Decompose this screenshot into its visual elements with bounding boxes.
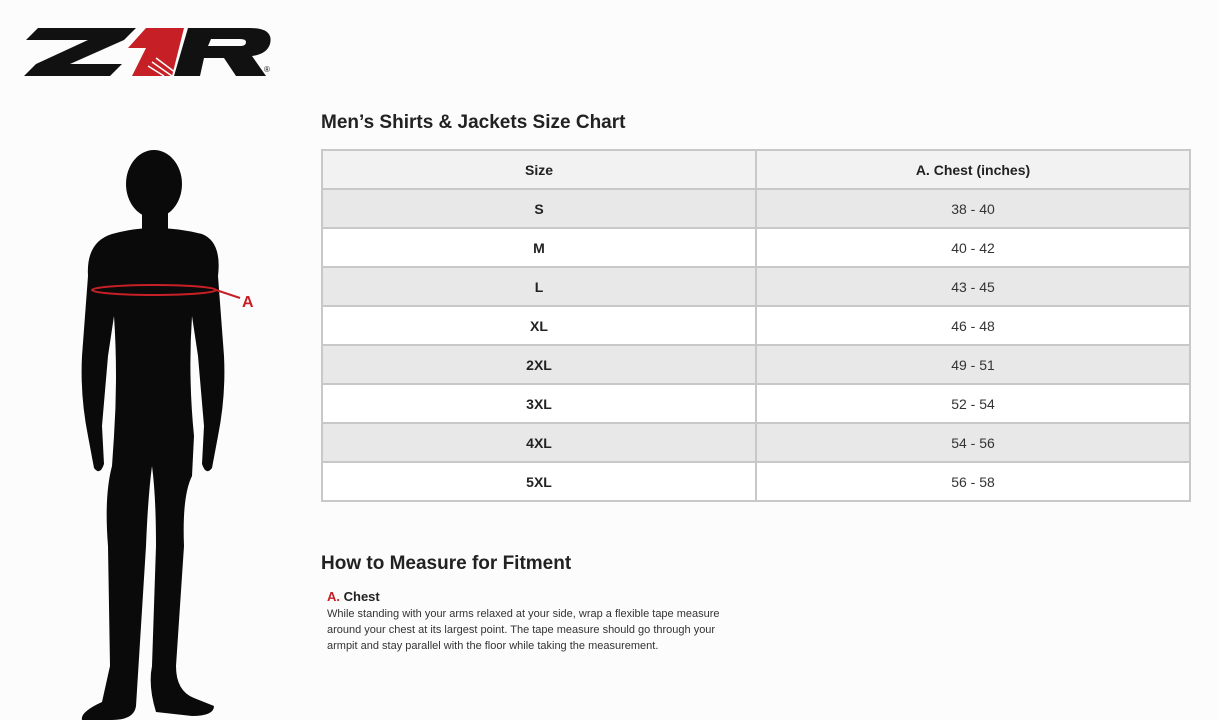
size-cell: L [322, 267, 756, 306]
chest-cell: 46 - 48 [756, 306, 1190, 345]
chest-cell: 38 - 40 [756, 189, 1190, 228]
table-header-row [322, 150, 1190, 189]
size-cell: 2XL [322, 345, 756, 384]
size-cell: XL [322, 306, 756, 345]
how-to-measure-title: How to Measure for Fitment [321, 553, 572, 574]
size-chart-title: Men’s Shirts & Jackets Size Chart [321, 112, 626, 133]
chest-marker-label: A [242, 294, 254, 311]
table-row [322, 345, 1190, 384]
size-column-header: Size [322, 150, 756, 189]
size-cell: 5XL [322, 462, 756, 501]
chest-instruction-name: Chest [343, 589, 380, 604]
chest-instruction-line: armpit and stay parallel with the floor while taking the measurement. [327, 640, 659, 652]
chest-cell: 43 - 45 [756, 267, 1190, 306]
svg-text:®: ® [264, 65, 270, 74]
chest-column-header: A. Chest (inches) [756, 150, 1190, 189]
chest-instruction-line: around your chest at its largest point. The tape measure should go through your [327, 624, 716, 636]
chest-cell: 52 - 54 [756, 384, 1190, 423]
chest-cell: 54 - 56 [756, 423, 1190, 462]
chest-cell: 40 - 42 [756, 228, 1190, 267]
table-row [322, 189, 1190, 228]
table-row [322, 228, 1190, 267]
chest-instruction-line: While standing with your arms relaxed at your side, wrap a flexible tape measure [327, 608, 720, 620]
z1r-logo [24, 26, 276, 78]
size-chart-table [321, 149, 1191, 502]
table-row [322, 423, 1190, 462]
table-row [322, 306, 1190, 345]
chest-instruction-text [327, 606, 737, 654]
table-row [322, 462, 1190, 501]
size-cell: 3XL [322, 384, 756, 423]
chest-cell: 49 - 51 [756, 345, 1190, 384]
chest-instruction-letter: A. [327, 589, 340, 604]
chest-instruction-heading [327, 589, 380, 604]
size-cell: S [322, 189, 756, 228]
table-row [322, 384, 1190, 423]
body-silhouette [52, 146, 262, 720]
table-row [322, 267, 1190, 306]
chest-cell: 56 - 58 [756, 462, 1190, 501]
size-cell: M [322, 228, 756, 267]
size-cell: 4XL [322, 423, 756, 462]
